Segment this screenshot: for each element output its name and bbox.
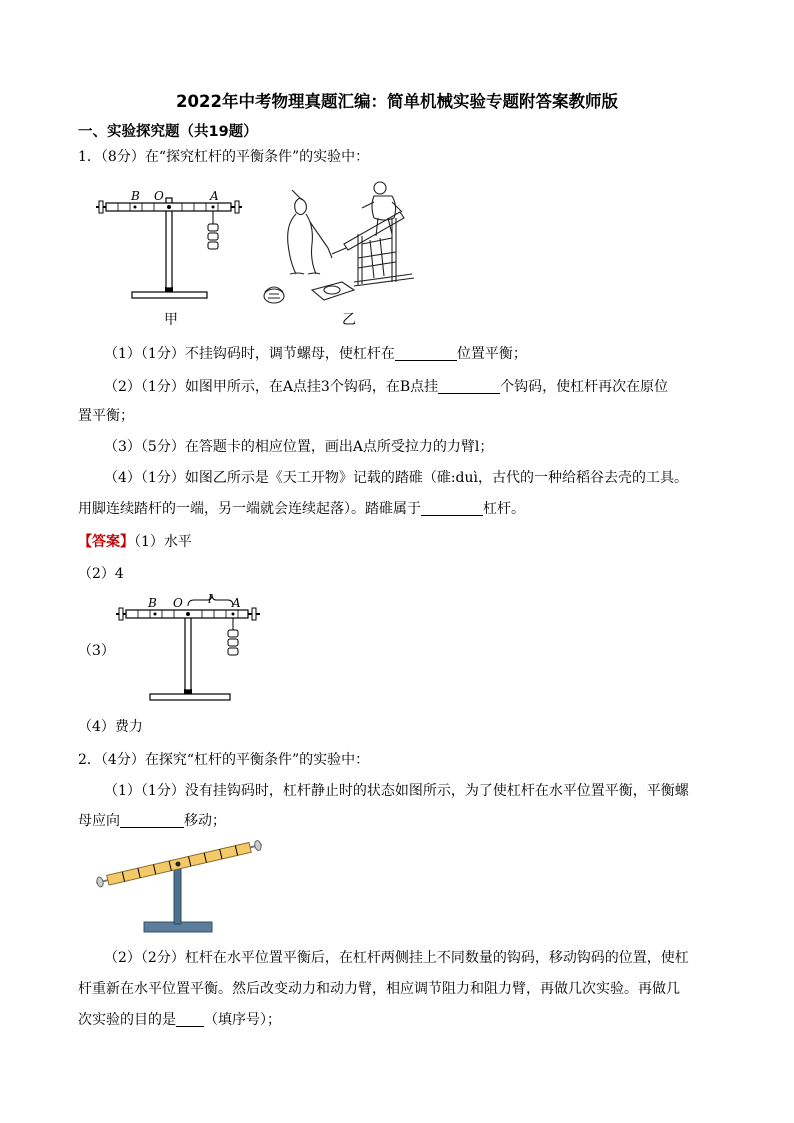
figure-yi-treadle: [262, 178, 422, 330]
page-title: 2022年中考物理真题汇编：简单机械实验专题附答案教师版: [176, 92, 618, 111]
answer-figure-lever-arm: [110, 590, 270, 710]
q1-part1: [104, 343, 527, 363]
q1-answer-2: （2）4: [78, 566, 124, 582]
q2-header: 2．（4分）在探究“杠杆的平衡条件”的实验中：: [78, 752, 370, 768]
q1-blank2[interactable]: [438, 379, 500, 394]
q1-blank1[interactable]: [395, 346, 457, 361]
answer-label-A: A: [232, 596, 241, 610]
q1-answer-1: [78, 531, 192, 551]
q1-part2: [104, 376, 668, 396]
q1-part4-text-c: 杠杆。: [483, 501, 525, 517]
q1-answer-3: （3）: [78, 643, 115, 659]
q1-part4-cont: [78, 498, 525, 518]
q1-part1-text-a: （1）（1分）不挂钩码时，调节螺母，使杠杆在: [104, 346, 395, 362]
caption-yi: 乙: [342, 312, 356, 328]
q1-part2-text-b: 个钩码，使杠杆再次在原位: [500, 379, 669, 395]
q2-part1-text-c: 移动；: [184, 813, 226, 829]
q1-part1-text-b: 位置平衡；: [456, 346, 527, 362]
q1-header: 1．（8分）在“探究杠杆的平衡条件”的实验中：: [78, 149, 370, 165]
label-O: O: [154, 189, 164, 203]
q1-part2-text-a: （2）（1分）如图甲所示，在A点挂3个钩码，在B点挂: [104, 379, 439, 395]
q2-part1-cont: [78, 810, 226, 830]
q2-blank1[interactable]: [120, 813, 184, 828]
q1-part3: （3）（5分）在答题卡的相应位置，画出A点所受拉力的力臂l；: [104, 439, 494, 455]
label-B: B: [131, 189, 140, 203]
answer-tag: 【答案】: [78, 534, 134, 550]
q2-part2-cont1: 杆重新在水平位置平衡。然后改变动力和动力臂，相应调节阻力和阻力臂，再做几次实验。再做几: [78, 981, 680, 997]
caption-jia: 甲: [164, 312, 178, 328]
answer-label-O: O: [173, 596, 183, 610]
label-A: A: [210, 189, 219, 203]
answer-label-l: l: [208, 591, 212, 606]
q2-part2-cont2: [78, 1009, 281, 1029]
q1-part4: （4）（1分）如图乙所示是《天工开物》记载的踏碓（碓:duì，古代的一种给稻谷去壳的工具。: [104, 470, 688, 486]
q2-part1-text-b: 母应向: [78, 813, 120, 829]
q1-blank4[interactable]: [421, 501, 483, 516]
q2-part2-text-c: 次实验的目的是: [78, 1012, 176, 1028]
answer-label-B: B: [148, 596, 157, 610]
q1-part4-text-b: 用脚连续踏杆的一端，另一端就会连续起落）。踏碓属于: [78, 501, 421, 517]
q2-part2: （2）（2分）杠杆在水平位置平衡后，在杠杆两侧挂上不同数量的钩码，移动钩码的位置，使杠: [104, 950, 689, 966]
q2-part2-text-d: （填序号）；: [204, 1012, 281, 1028]
q2-part1: （1）（1分）没有挂钩码时，杠杆静止时的状态如图所示，为了使杠杆在水平位置平衡，平衡螺: [104, 783, 689, 799]
q1-part2-cont: 置平衡；: [78, 408, 134, 424]
q2-blank2[interactable]: [176, 1012, 204, 1027]
q1-answer-4: （4）费力: [78, 719, 143, 735]
figure-jia-lever: [92, 180, 252, 330]
section-heading: 一、实验探究题（共19题）: [78, 124, 258, 140]
answer-1-text: （1）水平: [134, 534, 192, 550]
figure-tilted-lever: [92, 832, 272, 940]
